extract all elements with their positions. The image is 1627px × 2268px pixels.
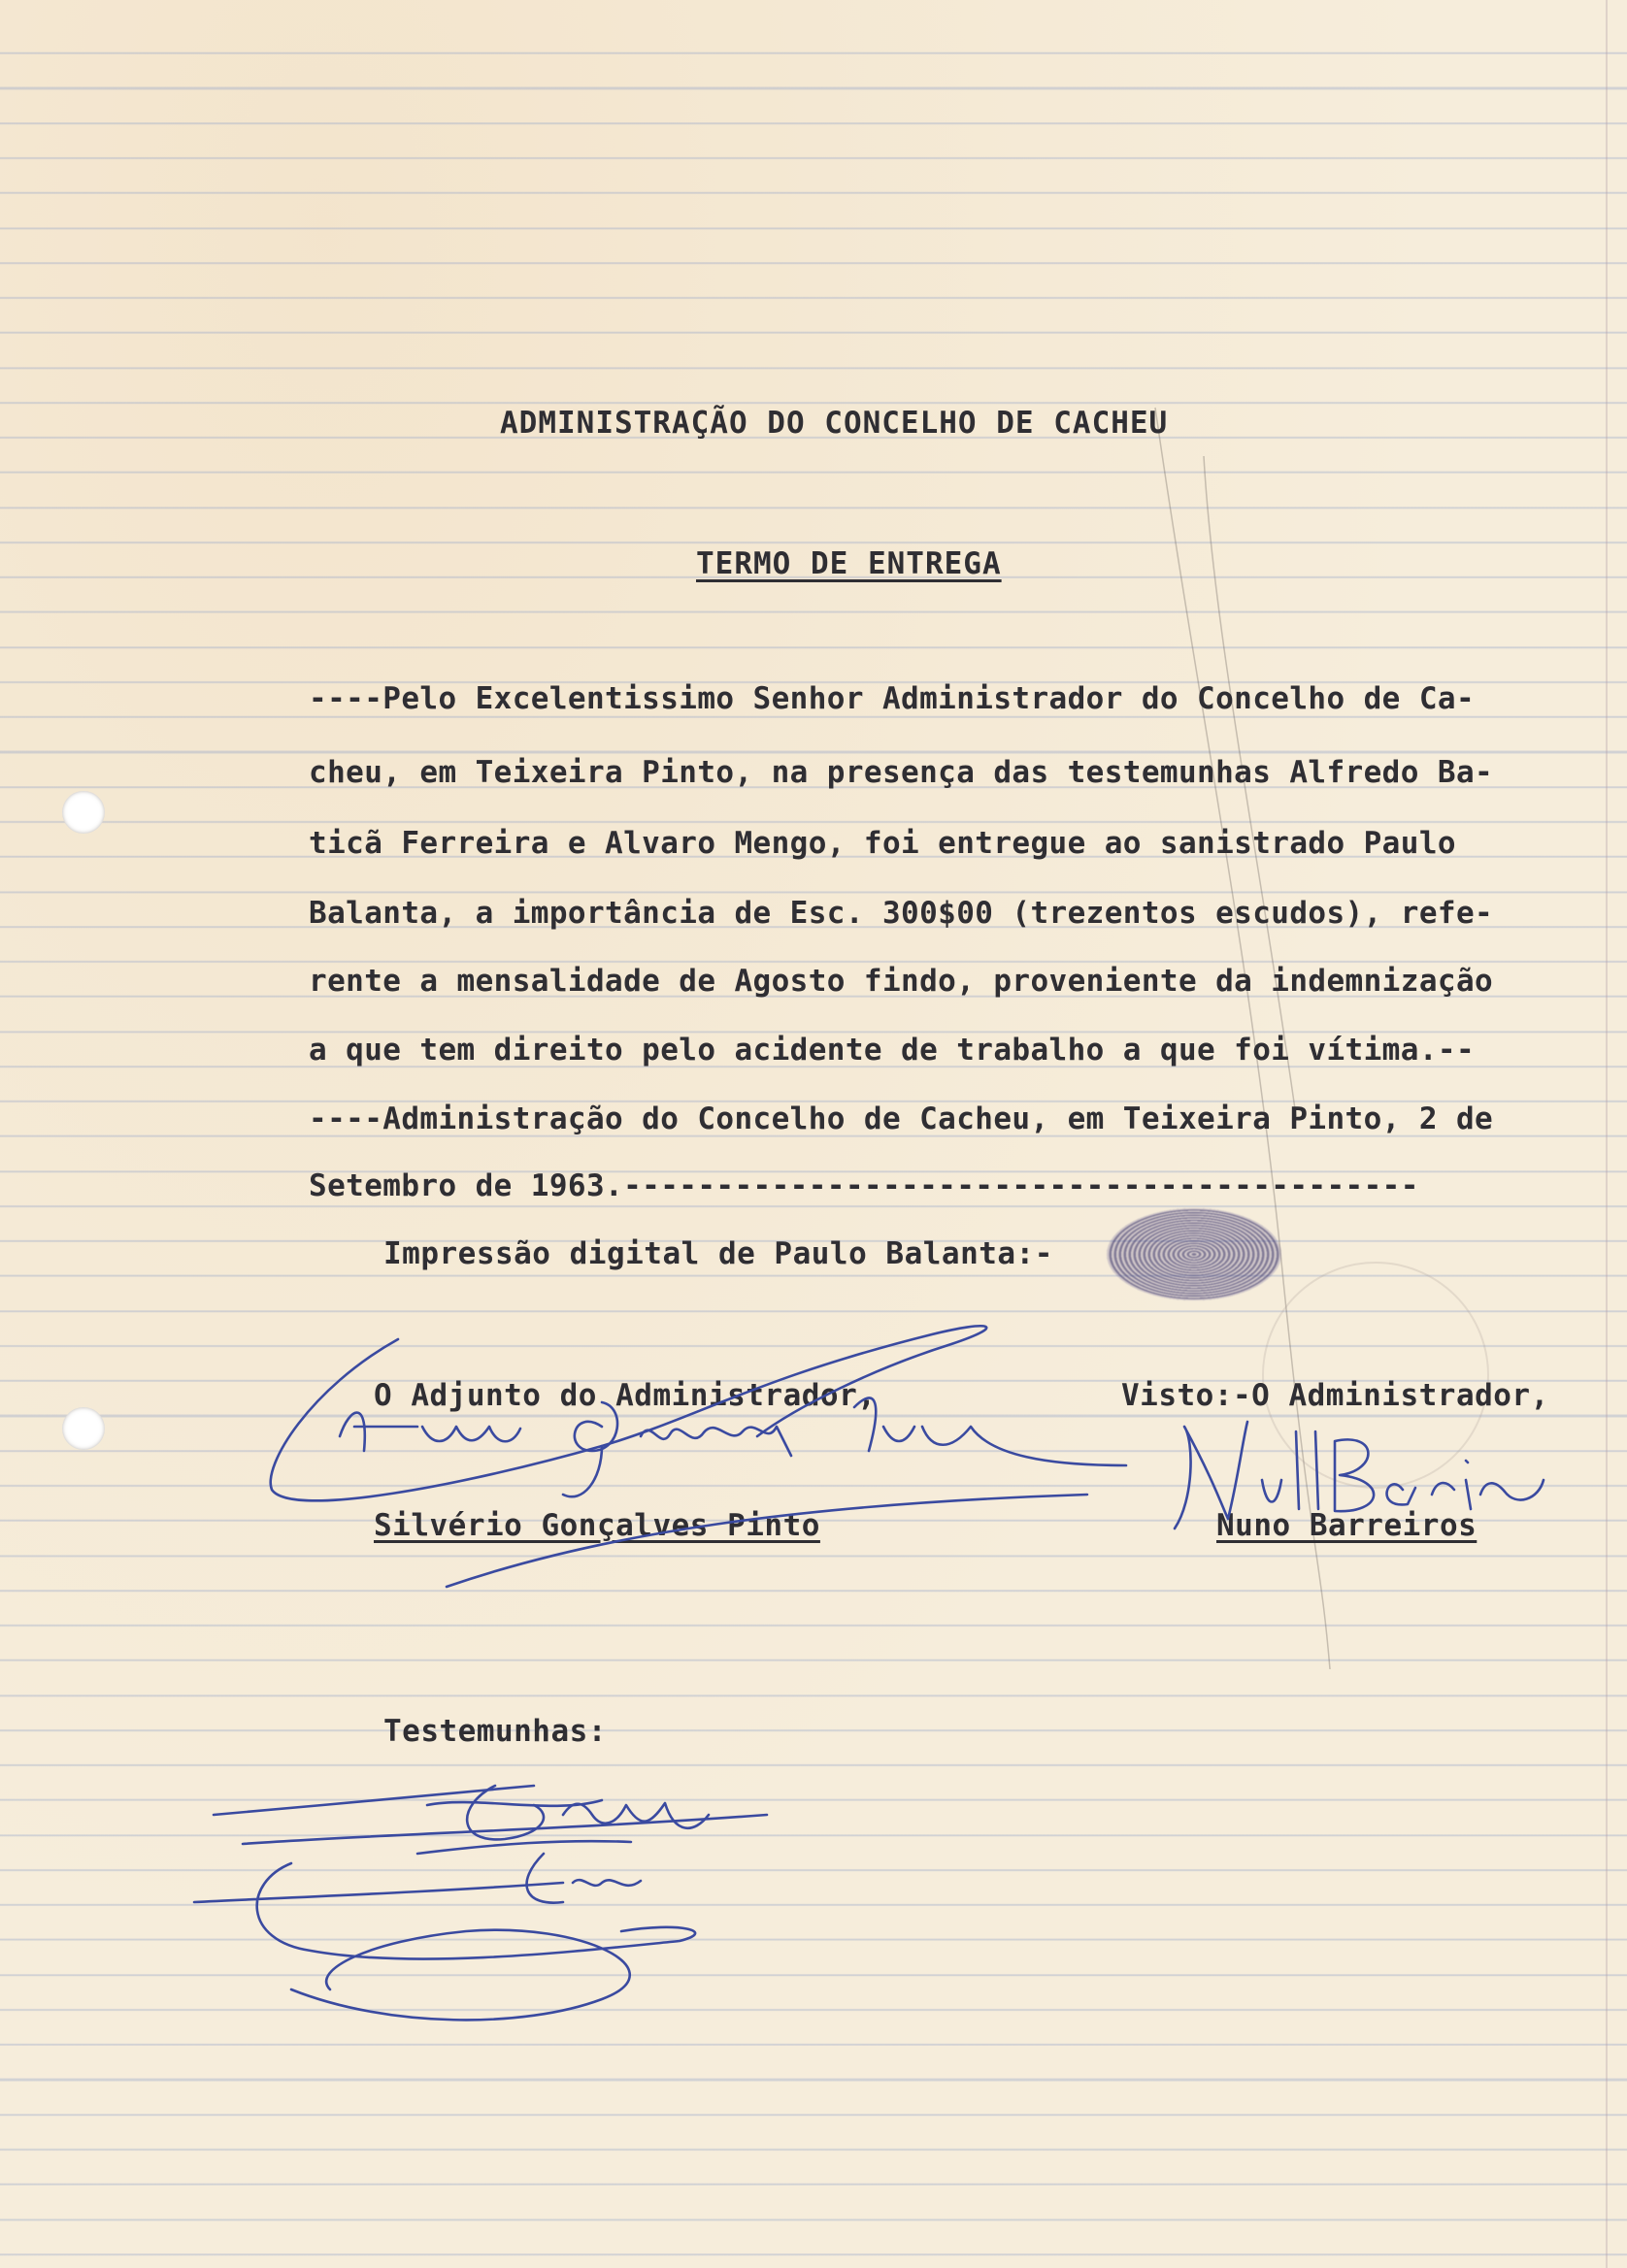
body-line-7: ----Administração do Concelho de Cacheu, em Teixeira Pinto, 2 de [309,1101,1494,1136]
body-line-3: ticã Ferreira e Alvaro Mengo, foi entregue ao sanistrado Paulo [309,826,1456,861]
right-signatory-title: Visto:-O Administrador, [1121,1378,1549,1413]
right-margin-line [1606,0,1608,2268]
punch-hole-bottom [62,1407,105,1450]
thumbprint-label: Impressão digital de Paulo Balanta:- [383,1236,1053,1271]
left-signatory-title: O Adjunto do Administrador, [374,1378,877,1413]
body-line-8: Setembro de 1963.------------------------------------------- [309,1168,1419,1203]
document-subheading: TERMO DE ENTREGA [696,546,1002,581]
punch-hole-top [62,791,105,834]
witness-signature-2 [175,1824,796,2038]
body-line-6: a que tem direito pelo acidente de trabalho a que foi vítima.-- [309,1033,1476,1068]
faint-seal-stamp [1262,1262,1489,1489]
left-signatory-name: Silvério Gonçalves Pinto [374,1508,820,1543]
witnesses-label: Testemunhas: [383,1714,607,1749]
body-line-1: ----Pelo Excelentissimo Senhor Administrador do Concelho de Ca- [309,681,1476,716]
right-signatory-name: Nuno Barreiros [1216,1508,1478,1543]
body-line-4: Balanta, a importância de Esc. 300$00 (trezentos escudos), refe- [309,896,1494,931]
body-line-2: cheu, em Teixeira Pinto, na presença das testemunhas Alfredo Ba- [309,755,1494,790]
document-heading: ADMINISTRAÇÃO DO CONCELHO DE CACHEU [500,406,1169,441]
witness-signature-1 [184,1747,806,1883]
left-signature [252,1281,1223,1592]
body-line-5: rente a mensalidade de Agosto findo, proveniente da indemnização [309,964,1494,999]
thumbprint-image [1107,1208,1281,1300]
